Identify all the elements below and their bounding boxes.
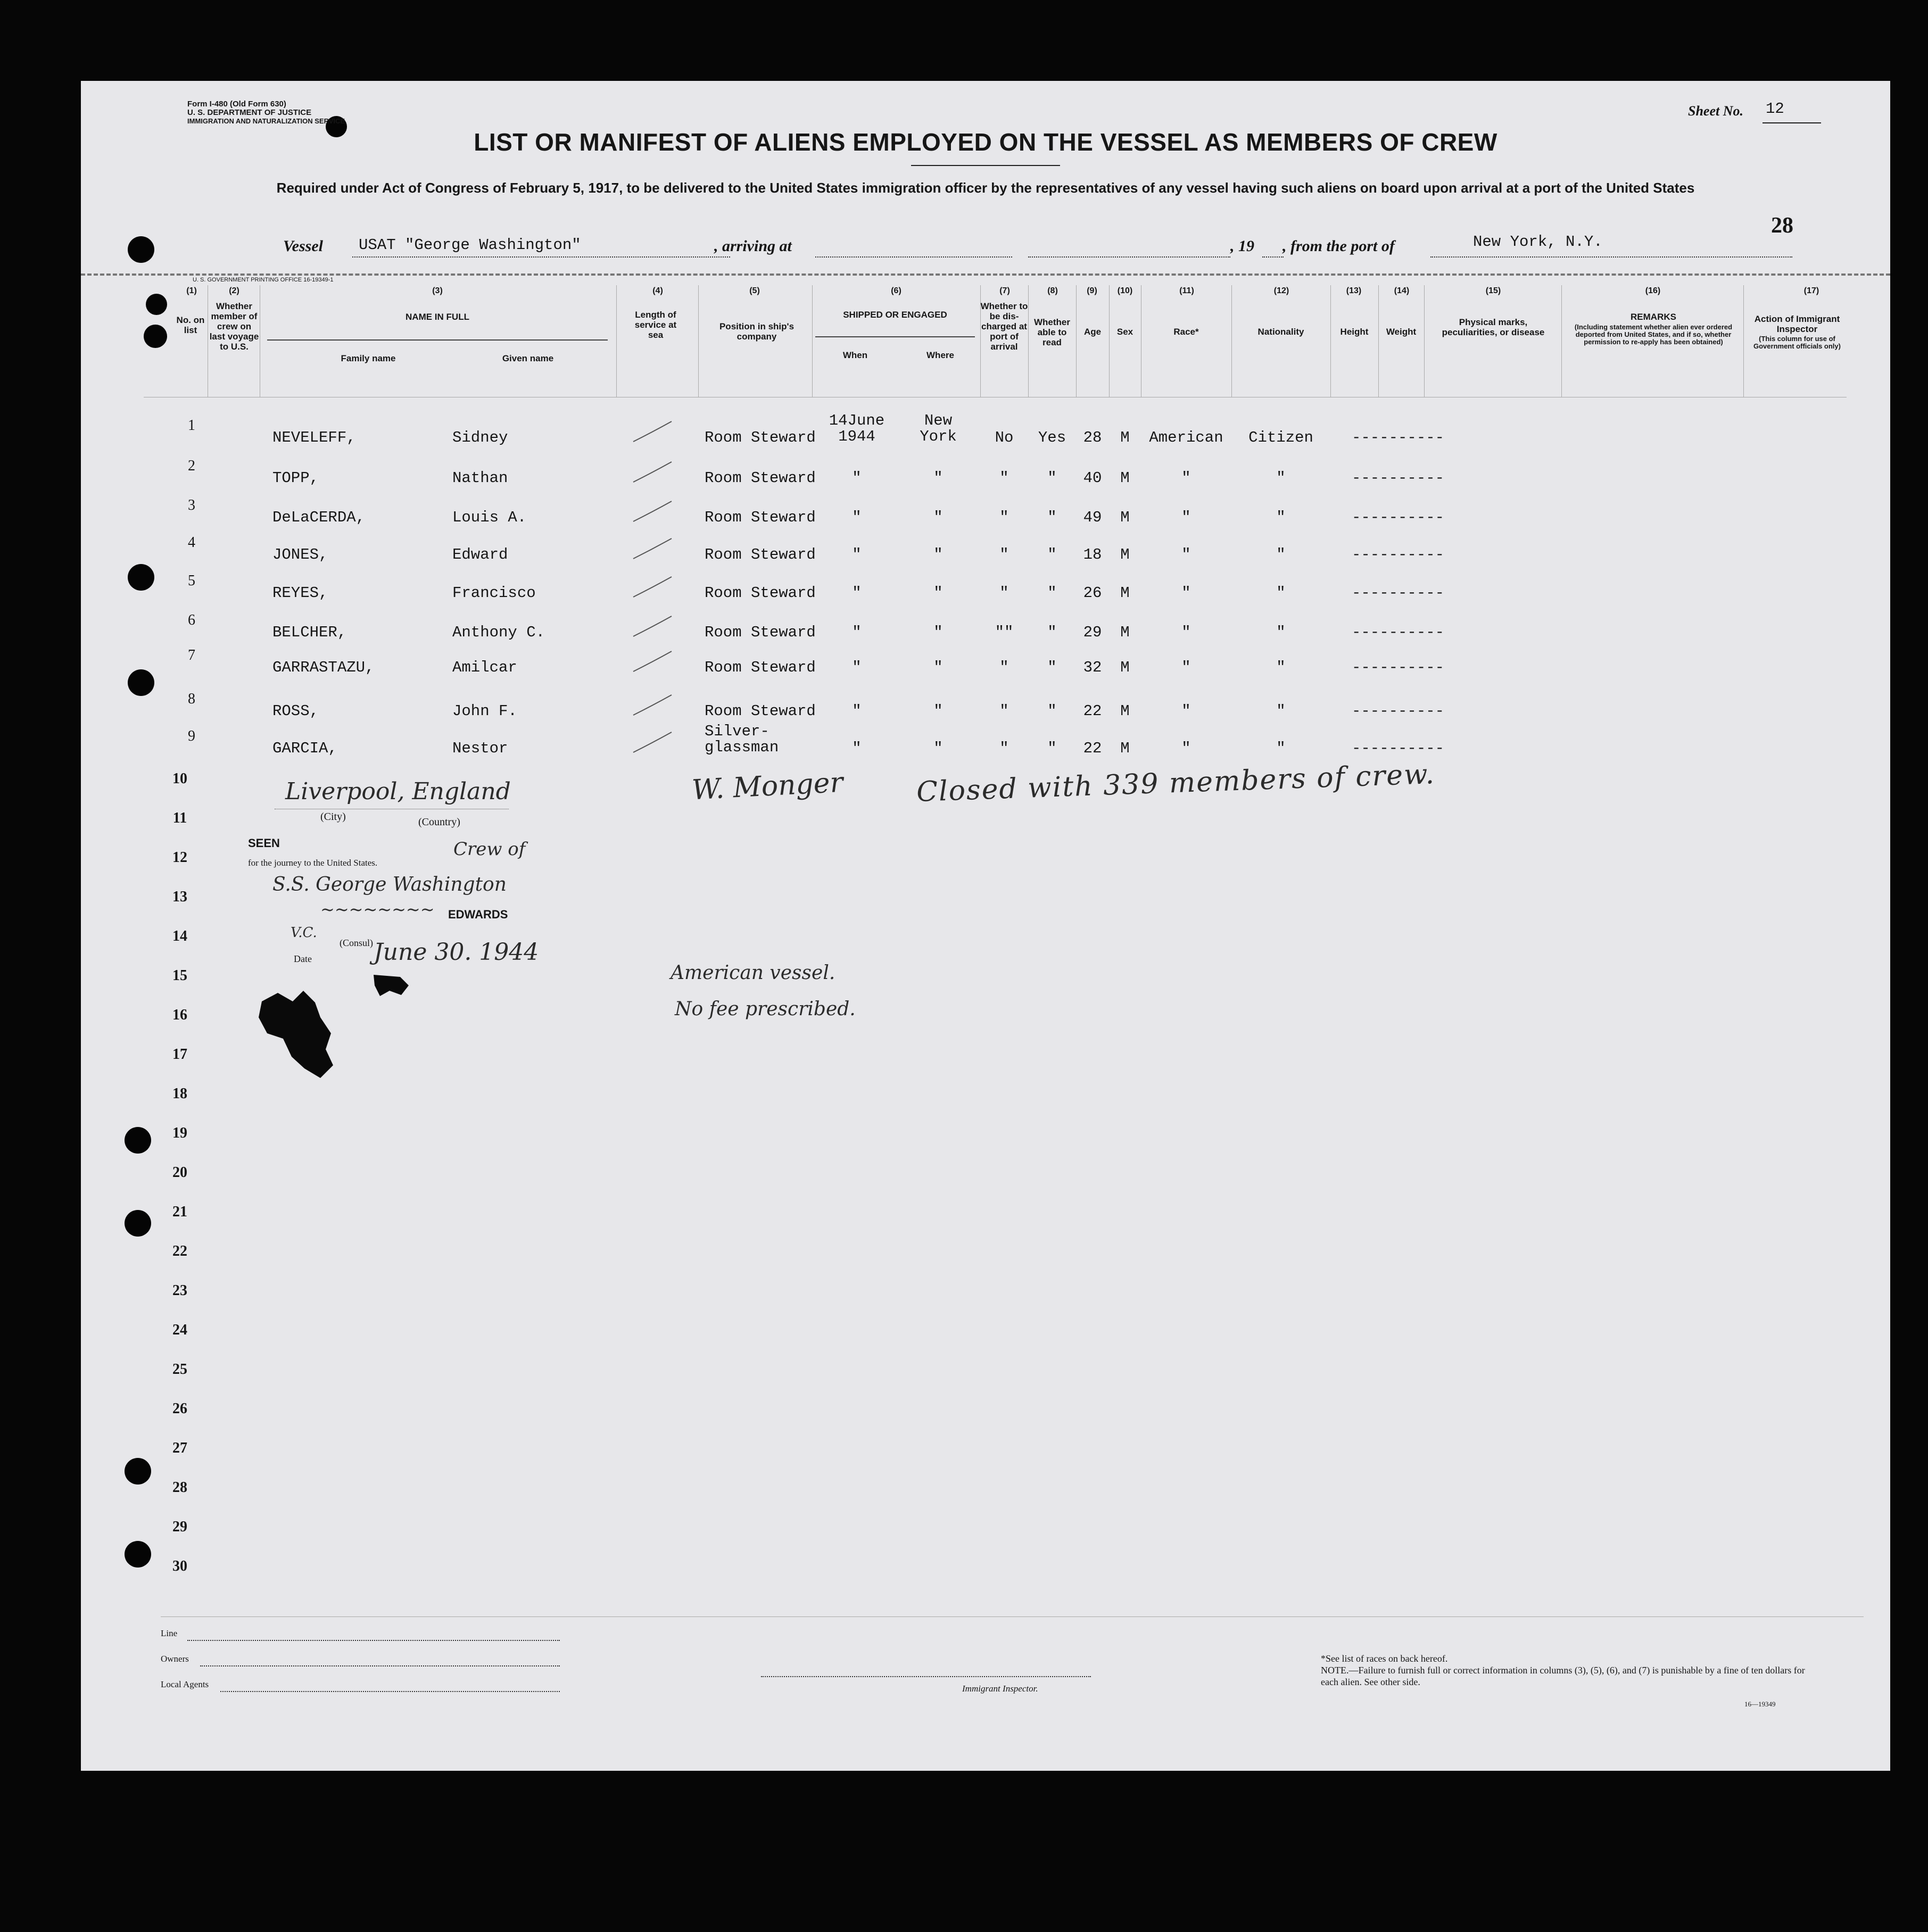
check-mark [631, 459, 674, 485]
stamp-city: Liverpool, England [285, 778, 511, 805]
row-number: 10 [172, 770, 187, 787]
col-number: (3) [432, 286, 443, 295]
cell-family: BELCHER, [272, 624, 347, 641]
cell-discharged: "" [995, 624, 1014, 641]
punch-hole [144, 325, 167, 348]
local-agents-label: Local Agents [161, 1679, 209, 1689]
cell-race: " [1181, 624, 1191, 641]
cell-when: " [852, 584, 862, 602]
cell-discharged: " [999, 546, 1009, 563]
col-number: (10) [1117, 286, 1133, 295]
cell-given: John F. [452, 702, 517, 720]
cell-where: " [933, 584, 943, 602]
col-number: (5) [749, 286, 760, 295]
row-number: 22 [172, 1243, 187, 1259]
cell-discharged: " [999, 740, 1009, 757]
header-length-service: Length of service at sea [634, 310, 677, 340]
city-label: (City) [320, 811, 346, 823]
seen-label: SEEN [248, 836, 280, 850]
cell-when: " [852, 469, 862, 487]
cell-age: 26 [1083, 584, 1102, 602]
cell-when: " [852, 509, 862, 526]
manifest-sheet [81, 81, 1890, 1771]
header-action-note: (This column for use of Government officials only) [1753, 335, 1841, 350]
sheet-label: Sheet No. [1688, 103, 1743, 119]
header-name-in-full: NAME IN FULL [406, 312, 469, 322]
col-number: (17) [1803, 286, 1819, 295]
header-given-name: Given name [502, 353, 554, 363]
row-number: 27 [172, 1440, 187, 1456]
cell-given: Nestor [452, 740, 508, 757]
cell-age: 32 [1083, 659, 1102, 676]
cell-position: Room Steward [705, 659, 816, 676]
cell-sex: M [1120, 429, 1130, 446]
cell-where: " [933, 659, 943, 676]
row-number: 29 [172, 1519, 187, 1535]
cell-sex: M [1120, 659, 1130, 676]
cell-discharged: " [999, 702, 1009, 720]
punch-hole [125, 1210, 151, 1237]
cell-hw: ---------- [1352, 584, 1445, 602]
cell-where: " [933, 702, 943, 720]
form-code: 16—19349 [1744, 1700, 1776, 1708]
cell-where: " [933, 509, 943, 526]
row-number: 13 [172, 889, 187, 905]
cell-sex: M [1120, 702, 1130, 720]
check-mark [631, 418, 674, 445]
cell-sex: M [1120, 624, 1130, 641]
cell-no: 9 [188, 728, 195, 744]
race-footnote: *See list of races on back hereof. [1321, 1653, 1448, 1664]
inspector-label: Immigrant Inspector. [962, 1684, 1038, 1694]
cell-no: 2 [188, 458, 195, 474]
department-name: U. S. DEPARTMENT OF JUSTICE [187, 108, 312, 117]
table-row [81, 458, 1890, 499]
table-row [81, 412, 1890, 459]
cell-read: " [1047, 546, 1057, 563]
cell-race: American [1149, 429, 1223, 446]
cell-discharged: " [999, 469, 1009, 487]
cell-no: 4 [188, 534, 195, 551]
row-number: 28 [172, 1479, 187, 1496]
cell-discharged: " [999, 659, 1009, 676]
check-mark [631, 692, 674, 718]
cell-family: DeLaCERDA, [272, 509, 366, 526]
col-number: (6) [891, 286, 901, 295]
printing-office: U. S. GOVERNMENT PRINTING OFFICE 16-19349-1 [193, 277, 334, 283]
col-number: (14) [1394, 286, 1410, 295]
cell-when: 14June 1944 [829, 412, 885, 445]
page-subtitle: Required under Act of Congress of February 5, 1917, to be delivered to the United States immigration officer by the representatives of any vessel having such aliens on board upon arrival at a port of the United States [276, 180, 1695, 196]
header-able-read: Whether able to read [1034, 317, 1070, 347]
journey-label: for the journey to the United States. [248, 858, 378, 868]
closed-note: Closed with 339 members of crew. [916, 758, 1436, 808]
cell-race: " [1181, 509, 1191, 526]
check-mark [631, 729, 674, 756]
torn-blot [241, 969, 411, 1087]
cell-no: 1 [188, 417, 195, 434]
sheet-number: 12 [1766, 100, 1784, 118]
cell-nationality: Citizen [1248, 429, 1313, 446]
cell-age: 29 [1083, 624, 1102, 641]
cell-age: 18 [1083, 546, 1102, 563]
header-no-on-list: No. on list [176, 315, 205, 335]
cell-position: Room Steward [705, 624, 816, 641]
cell-no: 5 [188, 573, 195, 589]
header-sex: Sex [1116, 327, 1133, 337]
cell-family: ROSS, [272, 702, 319, 720]
stamp-date: June 30. 1944 [374, 939, 539, 966]
cell-hw: ---------- [1352, 740, 1445, 757]
port-name: New York, N.Y. [1473, 233, 1603, 251]
cell-nationality: " [1276, 740, 1286, 757]
row-number: 21 [172, 1204, 187, 1220]
cell-read: " [1047, 584, 1057, 602]
check-mark [631, 648, 674, 675]
cell-no: 6 [188, 612, 195, 628]
row-number: 17 [172, 1046, 187, 1063]
cell-hw: ---------- [1352, 659, 1445, 676]
col-number: (12) [1273, 286, 1289, 295]
table-row [81, 612, 1890, 653]
cell-race: " [1181, 469, 1191, 487]
header-whether-member: Whether member of crew on last voyage to U.S. [209, 301, 259, 352]
country-label: (Country) [418, 816, 460, 828]
cell-nationality: " [1276, 624, 1286, 641]
consul-name: EDWARDS [448, 908, 508, 921]
header-nationality: Nationality [1257, 327, 1304, 337]
col-number: (9) [1087, 286, 1097, 295]
punch-hole [125, 1458, 151, 1485]
punch-hole [125, 1127, 151, 1154]
cell-sex: M [1120, 509, 1130, 526]
col-number: (2) [229, 286, 239, 295]
cell-read: " [1047, 740, 1057, 757]
from-port-label: , from the port of [1282, 237, 1395, 255]
cell-sex: M [1120, 584, 1130, 602]
arriving-label: , arriving at [714, 237, 792, 255]
col-number: (1) [186, 286, 197, 295]
page-title: LIST OR MANIFEST OF ALIENS EMPLOYED ON THE VESSEL AS MEMBERS OF CREW [474, 128, 1497, 156]
cell-position: Room Steward [705, 429, 816, 446]
cell-sex: M [1120, 740, 1130, 757]
crew-of: Crew of [453, 839, 526, 860]
cell-given: Louis A. [452, 509, 527, 526]
cell-read: " [1047, 509, 1057, 526]
table-row [81, 647, 1890, 689]
header-when: When [842, 350, 868, 360]
header-shipped-engaged: SHIPPED OR ENGAGED [843, 310, 947, 320]
cell-discharged: " [999, 509, 1009, 526]
row-number: 24 [172, 1322, 187, 1338]
cell-when: " [852, 702, 862, 720]
table-row [81, 723, 1890, 769]
col-number: (11) [1179, 286, 1194, 295]
cell-read: " [1047, 469, 1057, 487]
header-family-name: Family name [341, 353, 396, 363]
cell-given: Nathan [452, 469, 508, 487]
cell-where: " [933, 740, 943, 757]
table-row [81, 573, 1890, 614]
consul-label: (Consul) [340, 938, 373, 948]
penalty-note: NOTE.—Failure to furnish full or correct information in columns (3), (5), (6), and (7) is punishable by a fine of ten dollars for each alien. See other side. [1321, 1665, 1805, 1687]
cell-position: Silver- glassman [705, 723, 779, 756]
cell-age: 22 [1083, 702, 1102, 720]
consular-stamp [241, 778, 570, 1055]
row-number: 14 [172, 928, 187, 944]
cell-race: " [1181, 659, 1191, 676]
row-number: 30 [172, 1558, 187, 1574]
american-vessel-note: American vessel. [671, 962, 835, 984]
cell-position: Room Steward [705, 509, 816, 526]
cell-hw: ---------- [1352, 702, 1445, 720]
col-number: (15) [1485, 286, 1501, 295]
header-race: Race* [1173, 327, 1199, 337]
cell-position: Room Steward [705, 584, 816, 602]
cell-family: NEVELEFF, [272, 429, 356, 446]
cell-family: REYES, [272, 584, 328, 602]
cell-age: 28 [1083, 429, 1102, 446]
cell-nationality: " [1276, 584, 1286, 602]
form-number: Form I-480 (Old Form 630) [187, 99, 286, 109]
header-discharged: Whether to be dis- charged at port of arrival [980, 301, 1028, 352]
cell-given: Francisco [452, 584, 536, 602]
row-number: 19 [172, 1125, 187, 1141]
header-physical: Physical marks, peculiarities, or disease [1442, 317, 1545, 337]
row-number: 20 [172, 1164, 187, 1181]
sheet-number-field [1688, 100, 1880, 119]
vessel-name: USAT "George Washington" [359, 236, 581, 254]
row-number: 26 [172, 1400, 187, 1417]
cell-no: 3 [188, 497, 195, 513]
table-row [81, 534, 1890, 576]
year-label: , 19 [1230, 237, 1254, 255]
cell-family: JONES, [272, 546, 328, 563]
cell-race: " [1181, 702, 1191, 720]
cell-age: 22 [1083, 740, 1102, 757]
header-age: Age [1083, 327, 1102, 337]
punch-hole [128, 236, 154, 263]
cell-read: " [1047, 624, 1057, 641]
owners-label: Owners [161, 1654, 189, 1664]
cell-family: GARCIA, [272, 740, 337, 757]
service-name: IMMIGRATION AND NATURALIZATION SERVICE [187, 117, 345, 125]
cell-when: " [852, 546, 862, 563]
cell-nationality: " [1276, 702, 1286, 720]
cell-discharged: " [999, 584, 1009, 602]
punch-hole [125, 1541, 151, 1568]
cell-no: 7 [188, 647, 195, 664]
col-number: (4) [652, 286, 663, 295]
cell-read: " [1047, 659, 1057, 676]
table-row [81, 497, 1890, 538]
cell-hw: ---------- [1352, 546, 1445, 563]
cell-read: Yes [1038, 429, 1066, 446]
stamp-number: 28 [1771, 213, 1793, 238]
header-weight: Weight [1386, 327, 1417, 337]
cell-nationality: " [1276, 509, 1286, 526]
check-mark [631, 574, 674, 600]
row-number: 11 [172, 810, 187, 826]
punch-hole [146, 294, 167, 315]
cell-hw: ---------- [1352, 469, 1445, 487]
cell-age: 49 [1083, 509, 1102, 526]
check-mark [631, 613, 674, 640]
col-number: (7) [999, 286, 1010, 295]
cell-nationality: " [1276, 546, 1286, 563]
cell-family: GARRASTAZU, [272, 659, 375, 676]
cell-sex: M [1120, 469, 1130, 487]
header-remarks: REMARKS [1631, 312, 1676, 322]
cell-nationality: " [1276, 659, 1286, 676]
cell-age: 40 [1083, 469, 1102, 487]
vice-label: V.C. [291, 925, 317, 941]
row-number: 18 [172, 1085, 187, 1102]
cell-when: " [852, 740, 862, 757]
col-number: (8) [1047, 286, 1058, 295]
row-number: 23 [172, 1282, 187, 1299]
cell-position: Room Steward [705, 702, 816, 720]
cell-given: Amilcar [452, 659, 517, 676]
row-number: 25 [172, 1361, 187, 1378]
check-mark [631, 498, 674, 525]
date-label: Date [294, 953, 312, 964]
cell-where: " [933, 546, 943, 563]
check-mark [631, 535, 674, 562]
cell-family: TOPP, [272, 469, 319, 487]
cell-given: Anthony C. [452, 624, 545, 641]
inspector-signature: W. Monger [691, 766, 844, 807]
cell-nationality: " [1276, 469, 1286, 487]
vessel-label: Vessel [283, 237, 323, 255]
cell-when: " [852, 624, 862, 641]
cell-given: Edward [452, 546, 508, 563]
cell-race: " [1181, 584, 1191, 602]
cell-where: " [933, 624, 943, 641]
header-where: Where [926, 350, 954, 360]
cell-given: Sidney [452, 429, 508, 446]
cell-hw: ---------- [1352, 509, 1445, 526]
cell-position: Room Steward [705, 546, 816, 563]
col-number: (13) [1346, 286, 1362, 295]
col-number: (16) [1645, 286, 1661, 295]
header-height: Height [1340, 327, 1369, 337]
table-row [81, 691, 1890, 732]
row-number: 12 [172, 849, 187, 866]
row-number: 16 [172, 1007, 187, 1023]
cell-where: New York [920, 412, 957, 445]
cell-position: Room Steward [705, 469, 816, 487]
row-number: 15 [172, 967, 187, 984]
header-remarks-note: (Including statement whether alien ever ordered deported from United States, and if so, whether permission to re-apply has been obtained) [1574, 323, 1733, 346]
line-label: Line [161, 1628, 178, 1638]
cell-no: 8 [188, 691, 195, 707]
header-action: Action of Immigrant Inspector [1754, 314, 1840, 334]
cell-read: " [1047, 702, 1057, 720]
cell-race: " [1181, 740, 1191, 757]
cell-sex: M [1120, 546, 1130, 563]
cell-where: " [933, 469, 943, 487]
ship-name-handwritten: S.S. George Washington [272, 874, 507, 895]
cell-race: " [1181, 546, 1191, 563]
cell-discharged: No [995, 429, 1014, 446]
no-fee-note: No fee prescribed. [675, 998, 856, 1020]
cell-hw: ---------- [1352, 624, 1445, 641]
consul-scrawl: ~~~~~~~~ [320, 899, 435, 919]
vessel-line [283, 233, 1800, 263]
cell-when: " [852, 659, 862, 676]
header-position: Position in ship's company [719, 321, 795, 342]
cell-hw: ---------- [1352, 429, 1445, 446]
